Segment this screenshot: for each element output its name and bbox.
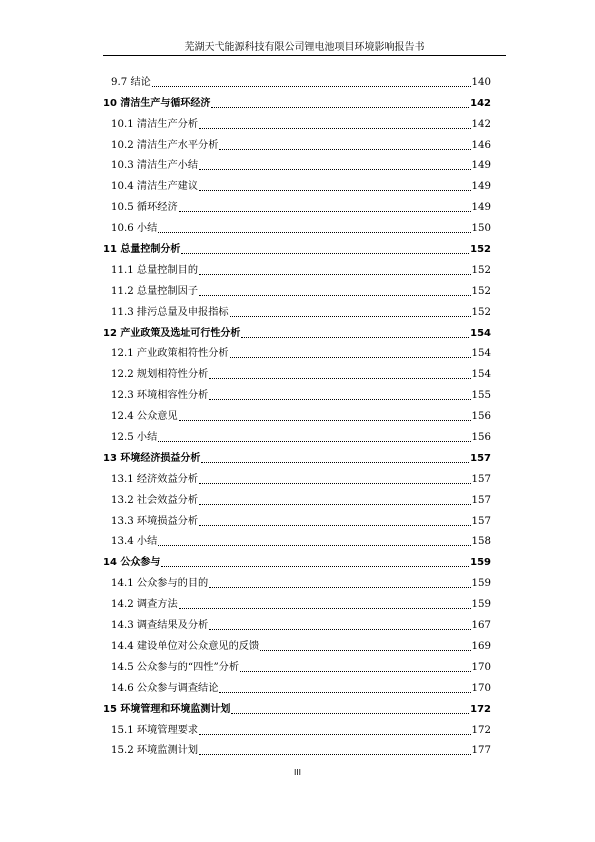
toc-entry-label: 13 环境经济损益分析 [103,452,201,464]
toc-entry-page: 152 [471,285,491,297]
toc-entry-label: 12.2 规划相符性分析 [111,369,209,381]
toc-section-entry[interactable] [103,590,491,611]
toc-entry-page: 149 [471,181,491,193]
toc-entry-page: 149 [471,160,491,172]
toc-entry-label: 14.3 调查结果及分析 [111,620,209,632]
toc-entry-page: 159 [471,578,491,590]
toc-dot-leader [201,461,469,463]
toc-entry-label: 14.4 建设单位对公众意见的反馈 [111,640,260,652]
toc-entry-label: 15.2 环境监测计划 [111,745,199,757]
toc-entry-page: 152 [470,244,491,256]
toc-section-entry[interactable] [103,68,491,89]
page-number: III [293,768,302,777]
toc-entry-page: 170 [471,682,491,694]
toc-chapter-entry[interactable] [103,319,491,340]
toc-section-entry[interactable] [103,340,491,361]
toc-entry-page: 157 [471,473,491,485]
toc-entry-page: 155 [471,390,491,402]
toc-section-entry[interactable] [103,486,491,507]
toc-entry-label: 10.3 清洁生产小结 [111,160,199,172]
toc-dot-leader [179,419,471,421]
toc-entry-label: 13.3 环境损益分析 [111,515,199,527]
toc-dot-leader [199,503,471,505]
toc-dot-leader [158,231,470,233]
toc-dot-leader [161,565,469,567]
toc-chapter-entry[interactable] [103,235,491,256]
toc-dot-leader [209,398,470,400]
toc-section-entry[interactable] [103,653,491,674]
toc-section-entry[interactable] [103,152,491,173]
toc-entry-page: 140 [471,76,491,88]
toc-entry-page: 154 [470,327,491,339]
toc-entry-page: 156 [471,432,491,444]
toc-entry-label: 13.1 经济效益分析 [111,473,199,485]
table-of-contents [103,68,491,757]
toc-entry-page: 167 [471,620,491,632]
toc-entry-label: 14.6 公众参与调查结论 [111,682,219,694]
toc-section-entry[interactable] [103,172,491,193]
toc-entry-label: 12 产业政策及选址可行性分析 [103,327,241,339]
toc-section-entry[interactable] [103,716,491,737]
toc-section-entry[interactable] [103,131,491,152]
toc-entry-page: 158 [471,536,491,548]
toc-dot-leader [199,189,471,191]
toc-section-entry[interactable] [103,632,491,653]
toc-dot-leader [199,168,471,170]
toc-entry-label: 10 清洁生产与循环经济 [103,97,211,109]
toc-section-entry[interactable] [103,611,491,632]
toc-entry-page: 156 [471,411,491,423]
toc-entry-label: 10.2 清洁生产水平分析 [111,139,219,151]
toc-dot-leader [219,148,470,150]
toc-section-entry[interactable] [103,674,491,695]
toc-entry-page: 142 [470,97,491,109]
toc-entry-page: 142 [471,118,491,130]
toc-entry-page: 152 [471,264,491,276]
toc-section-entry[interactable] [103,528,491,549]
toc-dot-leader [260,649,470,651]
toc-entry-page: 154 [471,348,491,360]
toc-dot-leader [199,482,471,484]
toc-dot-leader [209,586,470,588]
toc-entry-label: 15 环境管理和环境监测计划 [103,703,231,715]
toc-dot-leader [199,294,471,296]
toc-chapter-entry[interactable] [103,548,491,569]
toc-dot-leader [209,377,470,379]
toc-entry-page: 157 [471,494,491,506]
toc-section-entry[interactable] [103,110,491,131]
toc-section-entry[interactable] [103,193,491,214]
toc-dot-leader [179,210,471,212]
toc-section-entry[interactable] [103,569,491,590]
toc-entry-page: 149 [471,202,491,214]
toc-dot-leader [199,753,471,755]
toc-entry-page: 146 [471,139,491,151]
toc-section-entry[interactable] [103,277,491,298]
toc-entry-page: 157 [471,515,491,527]
toc-entry-label: 10.5 循环经济 [111,202,178,214]
toc-entry-page: 170 [471,661,491,673]
toc-dot-leader [199,127,471,129]
toc-dot-leader [158,440,470,442]
running-header: 芜湖天弋能源科技有限公司锂电池项目环境影响报告书 [184,42,425,53]
toc-dot-leader [158,544,470,546]
toc-entry-label: 14.5 公众参与的“四性”分析 [111,661,240,673]
toc-entry-page: 159 [471,599,491,611]
toc-section-entry[interactable] [103,381,491,402]
toc-entry-label: 11.2 总量控制因子 [111,285,199,297]
toc-dot-leader [209,628,470,630]
toc-entry-label: 12.5 小结 [111,432,158,444]
toc-dot-leader [199,733,471,735]
toc-section-entry[interactable] [103,465,491,486]
toc-entry-page: 157 [470,452,491,464]
toc-section-entry[interactable] [103,737,491,758]
toc-entry-label: 14 公众参与 [103,557,161,569]
toc-dot-leader [181,252,469,254]
header-rule [103,55,506,56]
toc-section-entry[interactable] [103,298,491,319]
toc-entry-label: 10.1 清洁生产分析 [111,118,199,130]
toc-dot-leader [199,273,471,275]
toc-section-entry[interactable] [103,256,491,277]
toc-entry-label: 14.1 公众参与的目的 [111,578,209,590]
toc-chapter-entry[interactable] [103,695,491,716]
toc-entry-label: 14.2 调查方法 [111,599,178,611]
toc-entry-label: 11.3 排污总量及申报指标 [111,306,229,318]
toc-chapter-entry[interactable] [103,89,491,110]
toc-entry-page: 152 [471,306,491,318]
toc-entry-label: 12.1 产业政策相符性分析 [111,348,229,360]
toc-entry-label: 11 总量控制分析 [103,244,181,256]
toc-dot-leader [152,85,471,87]
toc-dot-leader [231,712,469,714]
toc-entry-page: 154 [471,369,491,381]
toc-dot-leader [230,315,471,317]
toc-chapter-entry[interactable] [103,444,491,465]
toc-entry-label: 11.1 总量控制目的 [111,264,199,276]
toc-dot-leader [230,356,471,358]
toc-section-entry[interactable] [103,360,491,381]
toc-section-entry[interactable] [103,507,491,528]
toc-entry-label: 12.4 公众意见 [111,411,178,423]
toc-dot-leader [219,691,470,693]
toc-entry-page: 177 [471,745,491,757]
toc-entry-page: 150 [471,223,491,235]
toc-dot-leader [240,670,471,672]
toc-entry-page: 159 [470,557,491,569]
toc-entry-page: 172 [470,703,491,715]
toc-section-entry[interactable] [103,402,491,423]
toc-entry-label: 13.2 社会效益分析 [111,494,199,506]
toc-section-entry[interactable] [103,214,491,235]
toc-dot-leader [211,106,469,108]
toc-entry-label: 10.4 清洁生产建议 [111,181,199,193]
toc-entry-label: 12.3 环境相容性分析 [111,390,209,402]
toc-entry-page: 169 [471,640,491,652]
toc-section-entry[interactable] [103,423,491,444]
toc-entry-label: 9.7 结论 [111,76,151,88]
toc-entry-page: 172 [471,724,491,736]
toc-entry-label: 10.6 小结 [111,223,158,235]
toc-entry-label: 13.4 小结 [111,536,158,548]
toc-dot-leader [179,607,471,609]
toc-dot-leader [199,524,471,526]
toc-entry-label: 15.1 环境管理要求 [111,724,199,736]
toc-dot-leader [241,336,469,338]
